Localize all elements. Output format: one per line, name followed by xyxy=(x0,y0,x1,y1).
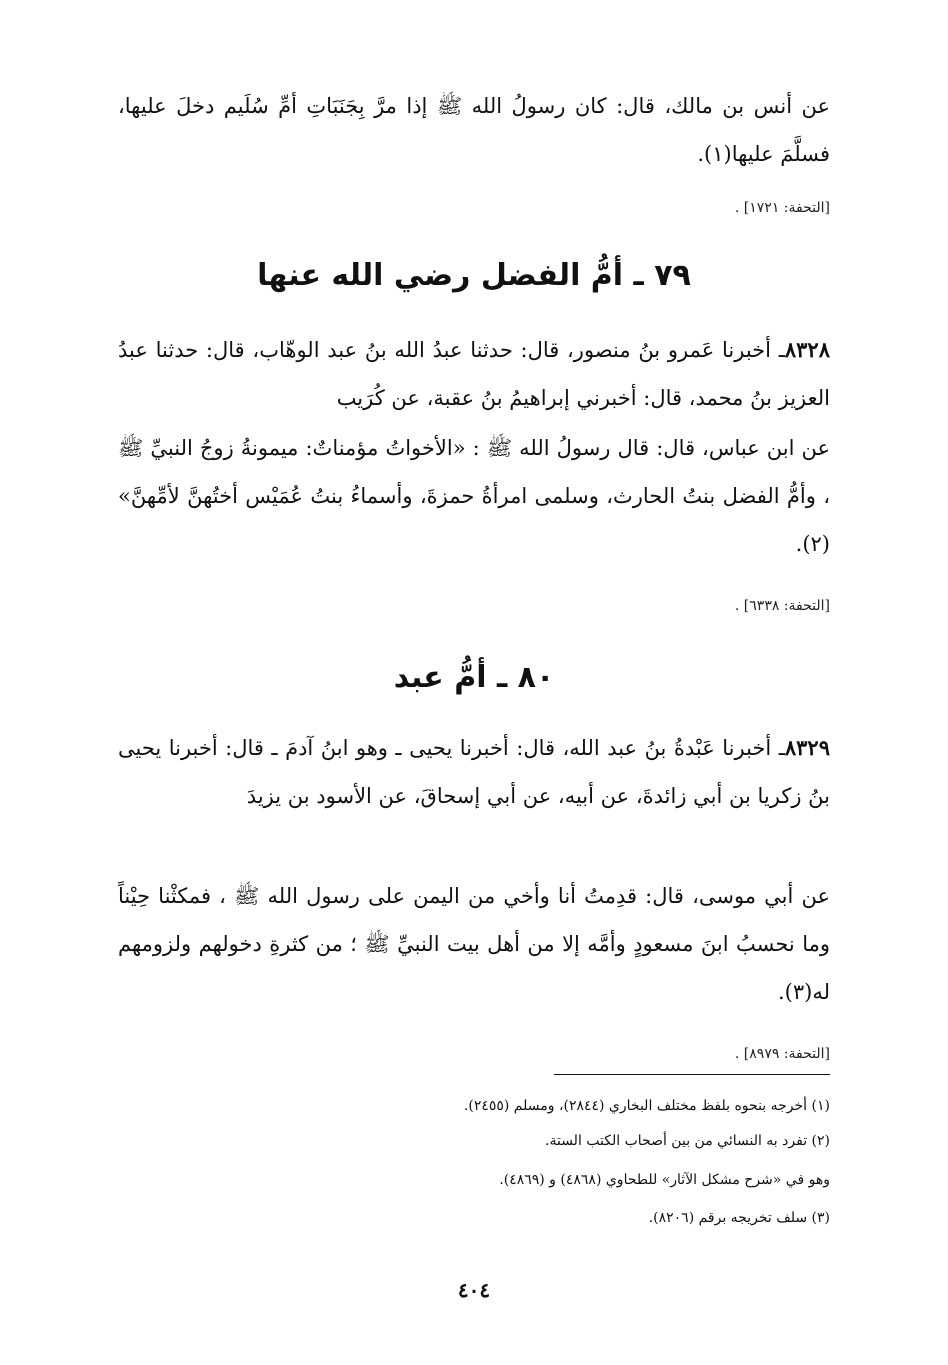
hadith-text: عن ابن عباس، قال: قال رسولُ الله ﷺ : «الأخواتُ مؤمناتٌ: ميمونةُ زوجُ النبيِّ ﷺ ، وأمُّ الفضل بنتُ الحارث، وسلمى امرأةُ حمزةَ، وأسماءُ بنتُ عُمَيْس أختُهنَّ لأمِّهنَّ» (٢). xyxy=(118,436,830,556)
tuhfa-reference: [التحفة: ٦٣٣٨] . xyxy=(734,598,830,614)
isnad-text: ـ أخبرنا عَبْدةُ بنُ عبد الله، قال: أخبرنا يحيى ـ وهو ابنُ آدمَ ـ قال: أخبرنا يحيى بنُ زكريا بن أبي زائدةَ، عن أبيه، عن أبي إسحاقَ، عن الأسود بن يزيدَ xyxy=(118,736,830,808)
footnote-1: (١) أخرجه بنحوه بلفظ مختلف البخاري (٢٨٤٤)، ومسلم (٢٤٥٥). xyxy=(463,1098,830,1114)
paragraph-ibn-abbas xyxy=(118,424,830,568)
hadith-text: عن أنس بن مالك، قال: كان رسولُ الله ﷺ إذا مرَّ بِجَنَبَاتِ أمِّ سُلَيم دخلَ عليها، فسلَّمَ عليها(١). xyxy=(118,94,830,166)
section-heading-79: ٧٩ ـ أمُّ الفضل رضي الله عنها xyxy=(257,258,691,293)
isnad-text: ـ أخبرنا عَمرو بنُ منصور، قال: حدثنا عبدُ الله بنُ عبد الوهّاب، قال: حدثنا عبدُ العزيز بنُ محمد، قال: أخبرني إبراهيمُ بنُ عقبة، عن كُرَيب xyxy=(118,338,830,410)
isnad-8329 xyxy=(118,724,830,820)
footnote-divider xyxy=(554,1074,830,1075)
tuhfa-reference: [التحفة: ٨٩٧٩] . xyxy=(734,1046,830,1062)
page-number: ٤٠٤ xyxy=(457,1278,491,1302)
hadith-number: ٨٣٢٩ xyxy=(784,735,830,760)
paragraph-anas xyxy=(118,82,830,178)
footnote-2-continued: وهو في «شرح مشكل الآثار» للطحاوي (٤٨٦٨) و (٤٨٦٩). xyxy=(499,1172,830,1188)
paragraph-abu-musa xyxy=(118,872,830,1016)
hadith-number: ٨٣٢٨ xyxy=(784,337,830,362)
tuhfa-reference: [التحفة: ١٧٢١] . xyxy=(734,200,830,216)
footnote-3: (٣) سلف تخريجه برقم (٨٢٠٦). xyxy=(648,1210,830,1226)
isnad-8328 xyxy=(118,326,830,422)
section-heading-80: ٨٠ ـ أمُّ عبد xyxy=(393,660,555,695)
footnote-2: (٢) تفرد به النسائي من بين أصحاب الكتب الستة. xyxy=(545,1133,830,1149)
hadith-text: عن أبي موسى، قال: قدِمتُ أنا وأخي من اليمن على رسول الله ﷺ ، فمكثْنا حِيْناً وما نحسبُ ابنَ مسعودٍ وأمَّه إلا من أهل بيت النبيِّ ﷺ ؛ من كثرةِ دخولهم ولزومهم له(٣). xyxy=(118,884,830,1004)
